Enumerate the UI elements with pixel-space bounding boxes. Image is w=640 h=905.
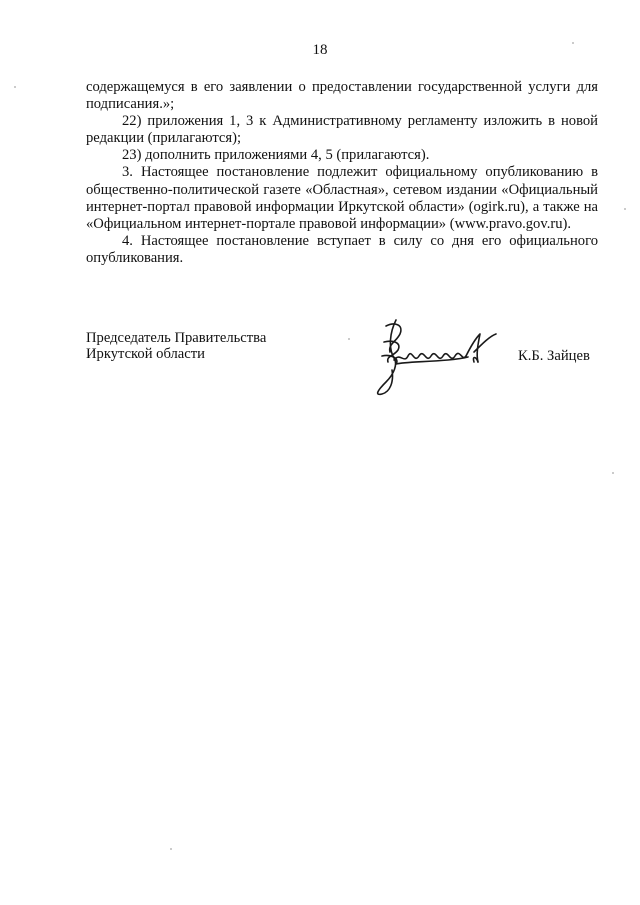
signatory-title — [86, 330, 266, 362]
scan-speck — [624, 208, 626, 210]
paragraph-continuation: содержащемуся в его заявлении о предоставлении государственной услуги для подписания.»; — [86, 79, 598, 113]
scan-speck — [14, 86, 16, 88]
paragraph-point-3: 3. Настоящее постановление подлежит официальному опубликованию в общественно-политической газете «Областная», сетевом издании «Официальный интернет-портал правовой информации Иркутской области» (ogirk.ru), а также на «Официальном интернет-портале правовой информации» (www.pravo.gov.ru). — [86, 164, 598, 232]
scan-speck — [572, 42, 574, 44]
signatory-title-line-1: Председатель Правительства — [86, 330, 267, 346]
signature-block — [86, 330, 598, 410]
paragraph-item-22: 22) приложения 1, 3 к Административному регламенту изложить в новой редакции (прилагаются); — [86, 113, 598, 147]
document-body — [86, 79, 598, 267]
scan-speck — [348, 338, 350, 340]
page-number: 18 — [312, 42, 328, 58]
paragraph-point-4: 4. Настоящее постановление вступает в силу со дня его официального опубликования. — [86, 232, 598, 266]
signatory-name: К.Б. Зайцев — [518, 348, 590, 364]
paragraph-item-23: 23) дополнить приложениями 4, 5 (прилагаются). — [122, 147, 430, 164]
scan-speck — [170, 848, 172, 850]
signatory-title-line-2: Иркутской области — [86, 346, 205, 362]
scan-speck — [612, 472, 614, 474]
handwritten-signature — [364, 312, 504, 402]
